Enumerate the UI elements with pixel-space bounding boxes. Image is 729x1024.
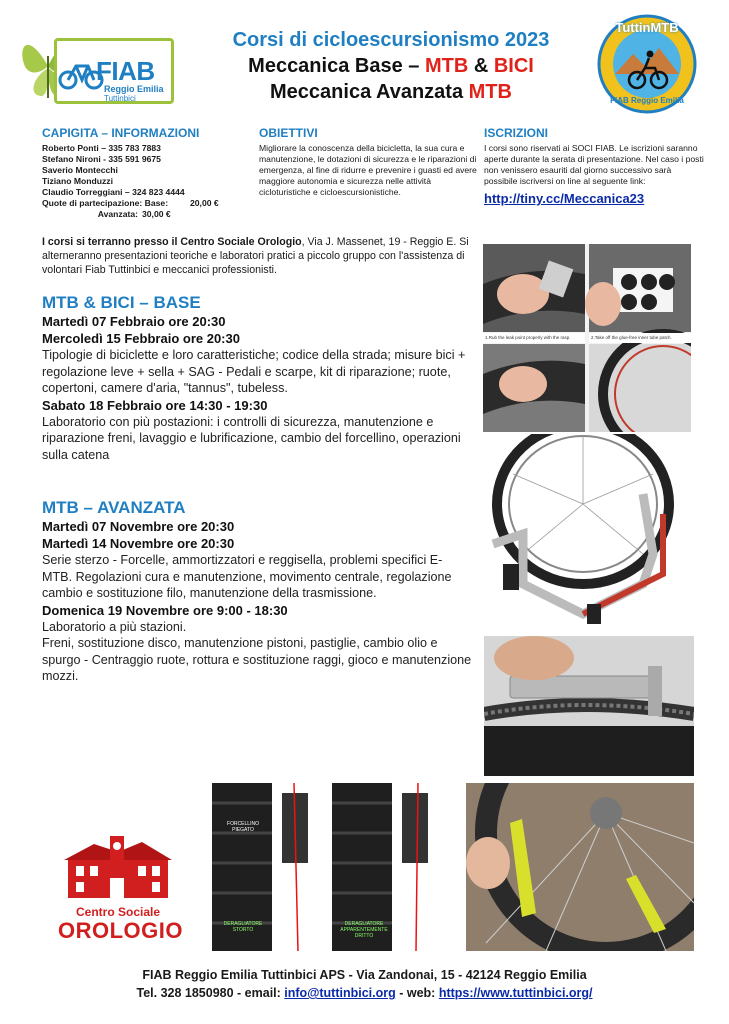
footer-email-link[interactable]: info@tuttinbici.org xyxy=(284,986,396,1000)
footer-web-label: - web: xyxy=(395,986,439,1000)
page-footer xyxy=(0,966,729,1002)
photo-truing-stand xyxy=(483,434,691,630)
photo-label: DERAGLIATORE APPARENTEMENTE DRITTO xyxy=(340,921,388,939)
fee-row-advanced xyxy=(42,209,252,220)
tuttinmtb-logo-top: TuttinMTB xyxy=(615,20,679,35)
course-description: Serie sterzo - Forcelle, ammortizzatori e reggisella, problemi specifici E-MTB. Regolazioni cura e manutenzione, movimento centrale, regolazione cambio e sostituzione filo, manutenzione della trasmissione. xyxy=(42,553,452,600)
fee-label: Quote di partecipazione: Base: xyxy=(42,198,169,208)
footer-tel: Tel. 328 1850980 - email: xyxy=(136,986,285,1000)
objectives-heading: OBIETTIVI xyxy=(259,126,318,140)
contact-line: Roberto Ponti – 335 783 7883 xyxy=(42,143,161,153)
course-description: Tipologie di biciclette e loro caratteristiche; codice della strada; misure bici + regolazione leve + sella + SAG - Pedali e scarpe, kit di riparazione; ruote, copertoni, camere d'aria, "tannus", tubeless. xyxy=(42,348,466,395)
title-line-2-part-b: MTB xyxy=(424,55,469,77)
fiab-logo-line2: Tuttinbici xyxy=(104,94,136,103)
course-date: Martedì 07 Febbraio ore 20:30 xyxy=(42,314,226,329)
tuttinmtb-logo-bottom: FIAB Reggio Emilia xyxy=(610,96,684,105)
intro-rest: , Via J. Massenet, 19 - Reggio E. Si alterneranno presentazioni teoriche e laboratori pratici a piccolo gruppo con l'assistenza di volontari Fiab Tuttinbici e meccanici professionisti. xyxy=(42,236,469,276)
footer-web-link[interactable]: https://www.tuttinbici.org/ xyxy=(438,986,593,1000)
title-line-1: Corsi di cicloescursionismo 2023 xyxy=(232,29,550,51)
intro-bold: I corsi si terranno presso il Centro Sociale Orologio xyxy=(42,236,302,248)
title-line-2-part-a: Meccanica Base – xyxy=(248,55,425,77)
course-advanced-section xyxy=(42,498,472,685)
title-line-2-part-c: & xyxy=(468,55,494,77)
info-heading: CAPIGITA – INFORMAZIONI xyxy=(42,126,200,140)
contact-line: Saverio Montecchi xyxy=(42,165,118,175)
registration-column xyxy=(484,126,706,206)
fee-row-base xyxy=(42,198,252,209)
photo-caption: 2.Take off the glue-free inner tube patch. xyxy=(589,333,691,343)
info-column xyxy=(42,126,252,220)
fiab-logo-line1: Reggio Emilia xyxy=(104,84,164,94)
intro-paragraph xyxy=(42,235,470,277)
tuttinmtb-logo xyxy=(597,14,697,114)
title-line-2 xyxy=(186,53,596,79)
orologio-line2: OROLOGIO xyxy=(58,918,183,943)
photo-chain-checker xyxy=(484,636,694,776)
fee-base-value: 20,00 € xyxy=(190,198,219,208)
registration-heading: ISCRIZIONI xyxy=(484,126,549,140)
course-description: Laboratorio a più stazioni. xyxy=(42,619,187,634)
registration-text: I corsi sono riservati ai SOCI FIAB. Le iscrizioni saranno aperte durante la serata di presentazione. Nel caso i posti non venissero esauriti dal giorno successivo sarà possibile iscriversi on line al seguente link: xyxy=(484,143,704,186)
objectives-column xyxy=(259,126,479,198)
course-date: Martedì 07 Novembre ore 20:30 xyxy=(42,519,235,534)
course-base-section xyxy=(42,293,472,463)
photo-tube-repair xyxy=(483,244,691,432)
objectives-text: Migliorare la conoscenza della bicicletta, la sua cura e manutenzione, le dotazioni di sicurezza e le riparazioni di emergenza, al fine di ridurre e prevenire i guasti ed avere maggiore autonomia e sicurezza nelle attività cicloturistiche e cicloescursionistiche. xyxy=(259,143,477,197)
fee-advanced-value: 30,00 € xyxy=(142,209,171,219)
photo-label: FORCELLINO PIEGATO xyxy=(227,821,259,833)
registration-link[interactable]: http://tiny.cc/Meccanica23 xyxy=(484,191,645,206)
course-date: Mercoledì 15 Febbraio ore 20:30 xyxy=(42,331,240,346)
course-description: Freni, sostituzione disco, manutenzione pistoni, pastiglie, cambio olio e spurgo - Centraggio ruote, rottura e sostituzione raggi, gioco e manutenzione mozzi. xyxy=(42,636,472,683)
course-date: Domenica 19 Novembre ore 9:00 - 18:30 xyxy=(42,602,288,618)
title-line-3 xyxy=(186,79,596,105)
title-line-3-part-a: Meccanica Avanzata xyxy=(270,81,469,103)
photo-caption: 1.Rub the leak point properly with the rasp. xyxy=(483,333,585,343)
orologio-logo xyxy=(58,836,183,943)
section-heading: MTB & BICI – BASE xyxy=(42,293,201,312)
footer-contacts xyxy=(0,984,729,1002)
building-icon xyxy=(58,836,178,900)
photo-derailleur-hanger xyxy=(198,783,456,951)
fee-advanced-label: Avanzata: xyxy=(97,209,138,219)
section-heading: MTB – AVANZATA xyxy=(42,498,186,517)
course-description: Laboratorio con più postazioni: i controlli di sicurezza, manutenzione e riparazione freni, lavaggio e lubrificazione, cambio del forcellino, operazioni sulla catena xyxy=(42,414,461,462)
contact-line: Tiziano Monduzzi xyxy=(42,176,113,186)
page-title xyxy=(186,27,596,105)
photo-tire-levers xyxy=(466,783,694,951)
fiab-logo-word: FIAB xyxy=(96,56,155,86)
orologio-line1: Centro Sociale xyxy=(75,905,161,919)
fiab-logo xyxy=(18,22,174,108)
course-date: Martedì 14 Novembre ore 20:30 xyxy=(42,536,235,551)
photo-label: DERAGLIATORE STORTO xyxy=(223,921,263,933)
course-date: Sabato 18 Febbraio ore 14:30 - 19:30 xyxy=(42,397,268,413)
title-line-3-part-b: MTB xyxy=(468,81,512,103)
contact-line: Stefano Nironi - 335 591 9675 xyxy=(42,154,161,164)
footer-address: FIAB Reggio Emilia Tuttinbici APS - Via Zandonai, 15 - 42124 Reggio Emilia xyxy=(142,968,587,982)
contact-line: Claudio Torreggiani – 324 823 4444 xyxy=(42,187,185,197)
title-line-2-part-d: BICI xyxy=(493,55,534,77)
